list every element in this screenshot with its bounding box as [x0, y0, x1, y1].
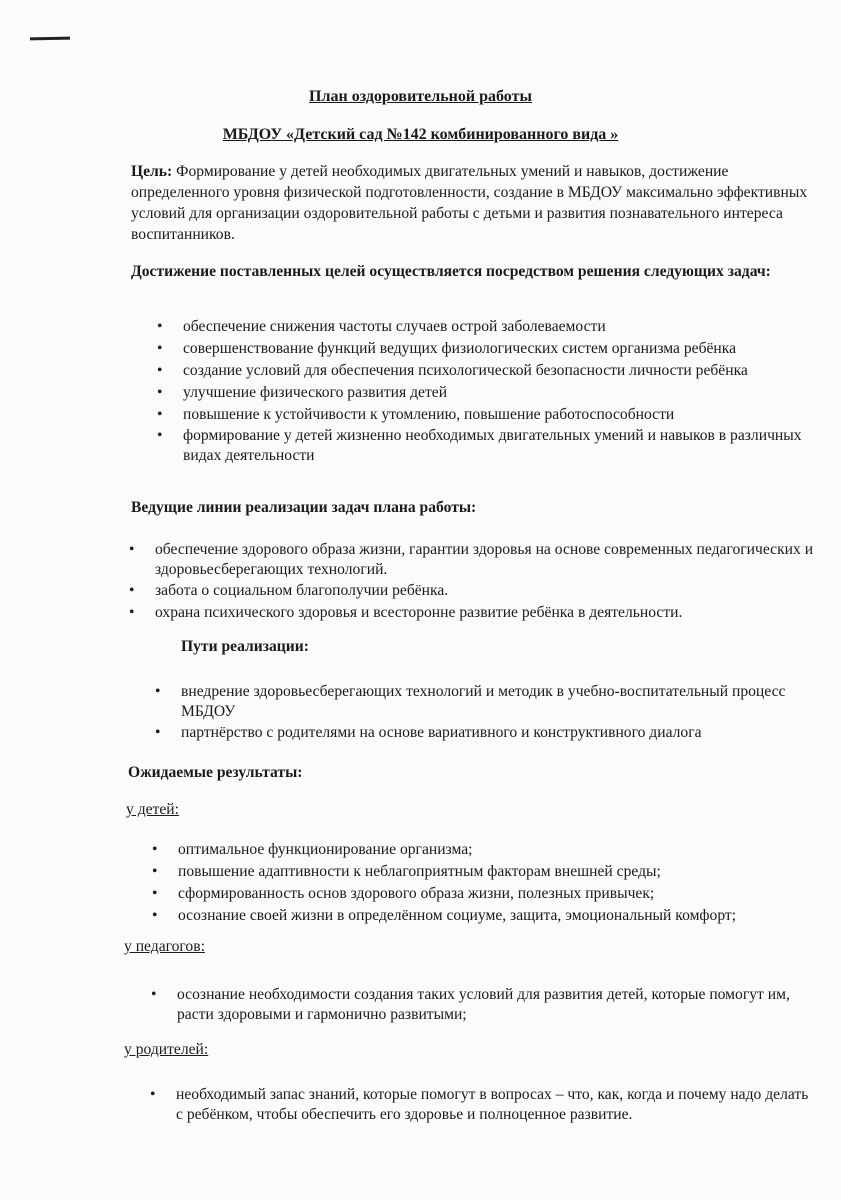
bullet-icon: •	[152, 906, 158, 924]
list-item	[152, 862, 818, 882]
list-item-text: повышение к устойчивости к утомлению, повышение работоспособности	[183, 405, 675, 423]
list-item	[157, 383, 813, 403]
list-item-text: охрана психического здоровья и всесторонне развитие ребёнка в деятельности.	[155, 604, 683, 622]
bullet-icon: •	[157, 383, 163, 401]
bullet-icon: •	[150, 1086, 156, 1103]
list-item-text: внедрение здоровьесберегающих технологий и методик в учебно-воспитательный процесс МБДОУ	[181, 683, 786, 720]
bullet-icon: •	[129, 582, 135, 600]
document-subtitle: МБДОУ «Детский сад №142 комбинированного вида »	[222, 126, 619, 143]
goal-label: Цель:	[131, 163, 173, 180]
bullet-icon: •	[157, 405, 163, 423]
list-item-text: забота о социальном благополучии ребёнка.	[155, 582, 449, 600]
bullet-icon: •	[152, 884, 158, 902]
children-list	[152, 840, 818, 928]
document-title: План оздоровительной работы	[309, 88, 532, 105]
goal-text: Формирование у детей необходимых двигательных умений и навыков, достижение определенного уровня физической подготовленности, создание в МБДОУ максимально эффективных условий для организации оздоровительной работы с детьми и развития познавательного интереса воспитанников.	[131, 163, 808, 243]
list-item	[157, 426, 813, 465]
list-item-text: обеспечение снижения частоты случаев острой заболеваемости	[183, 318, 606, 335]
list-item	[151, 985, 797, 1024]
list-item-text: партнёрство с родителями на основе вариативного и конструктивного диалога	[181, 724, 702, 742]
list-item-text: формирование у детей жизненно необходимых двигательных умений и навыков в различных видах деятельности	[183, 427, 802, 464]
bullet-icon: •	[155, 683, 161, 700]
list-item	[152, 906, 818, 926]
ways-heading: Пути реализации:	[181, 638, 309, 655]
list-item	[157, 317, 813, 337]
list-item	[129, 581, 815, 601]
bullet-icon: •	[129, 541, 135, 558]
lines-heading: Ведущие линии реализации задач плана работы:	[131, 499, 477, 516]
list-item-text: обеспечение здорового образа жизни, гарантии здоровья на основе современных педагогических и здоровьесберегающих технологий.	[155, 541, 814, 578]
lines-list	[129, 540, 815, 625]
list-item	[150, 1085, 816, 1124]
bullet-icon: •	[152, 862, 158, 880]
list-item-text: создание условий для обеспечения психологической безопасности личности ребёнка	[183, 361, 748, 379]
goal-paragraph	[131, 161, 821, 245]
list-item-text: сформированность основ здорового образа жизни, полезных привычек;	[178, 884, 655, 902]
list-item-text: необходимый запас знаний, которые помогут в вопросах – что, как, когда и почему надо делать с ребёнком, чтобы обеспечить его здоровье и полноценное развитие.	[176, 1086, 809, 1123]
list-item-text: осознание необходимости создания таких условий для развития детей, которые помогут им, расти здоровыми и гармонично развитыми;	[177, 986, 790, 1023]
ways-list	[155, 682, 811, 745]
bullet-icon: •	[155, 724, 161, 742]
list-item	[152, 884, 818, 904]
list-item-text: повышение адаптивности к неблагоприятным факторам внешней среды;	[178, 862, 661, 880]
bullet-icon: •	[151, 986, 157, 1003]
tasks-heading: Достижение поставленных целей осуществляется посредством решения следующих задач:	[131, 263, 771, 280]
parents-list	[150, 1085, 816, 1126]
scan-mark	[30, 37, 70, 41]
list-item-text: оптимальное функционирование организма;	[178, 841, 473, 858]
results-heading: Ожидаемые результаты:	[128, 764, 303, 781]
bullet-icon: •	[129, 604, 135, 622]
list-item	[155, 723, 811, 743]
list-item	[157, 361, 813, 381]
bullet-icon: •	[157, 361, 163, 379]
bullet-icon: •	[157, 427, 163, 445]
children-label: у детей:	[126, 801, 179, 818]
list-item	[157, 339, 813, 359]
list-item	[129, 540, 815, 579]
list-item	[155, 682, 811, 721]
tasks-list	[157, 317, 813, 468]
bullet-icon: •	[157, 318, 163, 335]
list-item	[157, 405, 813, 425]
list-item	[129, 603, 815, 623]
list-item	[152, 840, 818, 860]
list-item-text: совершенствование функций ведущих физиологических систем организма ребёнка	[183, 339, 737, 357]
list-item-text: осознание своей жизни в определённом социуме, защита, эмоциональный комфорт;	[178, 906, 737, 924]
parents-label: у родителей:	[124, 1041, 209, 1058]
teachers-list	[151, 985, 797, 1026]
teachers-label: у педагогов:	[124, 938, 205, 955]
list-item-text: улучшение физического развития детей	[183, 383, 448, 401]
bullet-icon: •	[157, 339, 163, 357]
bullet-icon: •	[152, 841, 158, 858]
